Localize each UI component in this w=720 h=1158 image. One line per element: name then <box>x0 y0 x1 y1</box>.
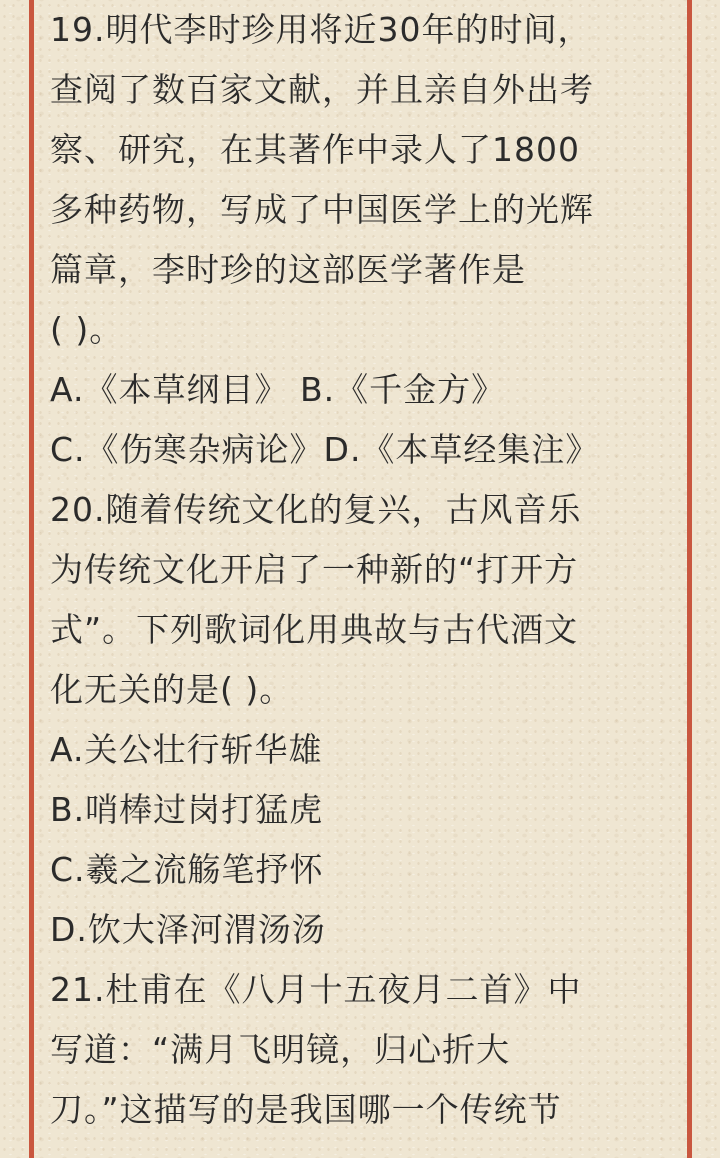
q19-option-ab: A.《本草纲目》 B.《千金方》 <box>50 370 506 409</box>
q19-line-2: 查阅了数百家文献，并且亲自外出考 <box>50 70 594 109</box>
q20-line-2: 为传统文化开启了一种新的“打开方 <box>50 550 579 589</box>
q20-option-c: C.羲之流觞笔抒怀 <box>50 850 324 889</box>
q19-line-1: 19.明代李时珍用将近30年的时间， <box>50 10 592 49</box>
q19-line-6: ( )。 <box>50 310 124 349</box>
q19-line-4: 多种药物，写成了中国医学上的光辉 <box>50 190 594 229</box>
q20-line-3: 式”。下列歌词化用典故与古代酒文 <box>50 610 579 649</box>
q21-line-2: 写道：“满月飞明镜，归心折大 <box>50 1030 511 1069</box>
left-red-border <box>29 0 34 1158</box>
q20-line-4: 化无关的是( )。 <box>50 670 294 709</box>
q21-line-3: 刀。”这描写的是我国哪一个传统节 <box>50 1090 562 1129</box>
q19-line-3: 察、研究，在其著作中录人了1800 <box>50 130 580 169</box>
q20-option-b: B.哨棒过岗打猛虎 <box>50 790 324 829</box>
q21-line-1: 21.杜甫在《八月十五夜月二首》中 <box>50 970 582 1009</box>
q20-line-1: 20.随着传统文化的复兴，古风音乐 <box>50 490 582 529</box>
right-red-border <box>687 0 692 1158</box>
q19-line-5: 篇章，李时珍的这部医学著作是 <box>50 250 526 289</box>
document-text <box>50 0 680 1158</box>
q19-option-cd: C.《伤寒杂病论》D.《本草经集注》 <box>50 430 600 469</box>
q20-option-d: D.饮大泽河渭汤汤 <box>50 910 326 949</box>
q20-option-a: A.关公壮行斩华雄 <box>50 730 323 769</box>
